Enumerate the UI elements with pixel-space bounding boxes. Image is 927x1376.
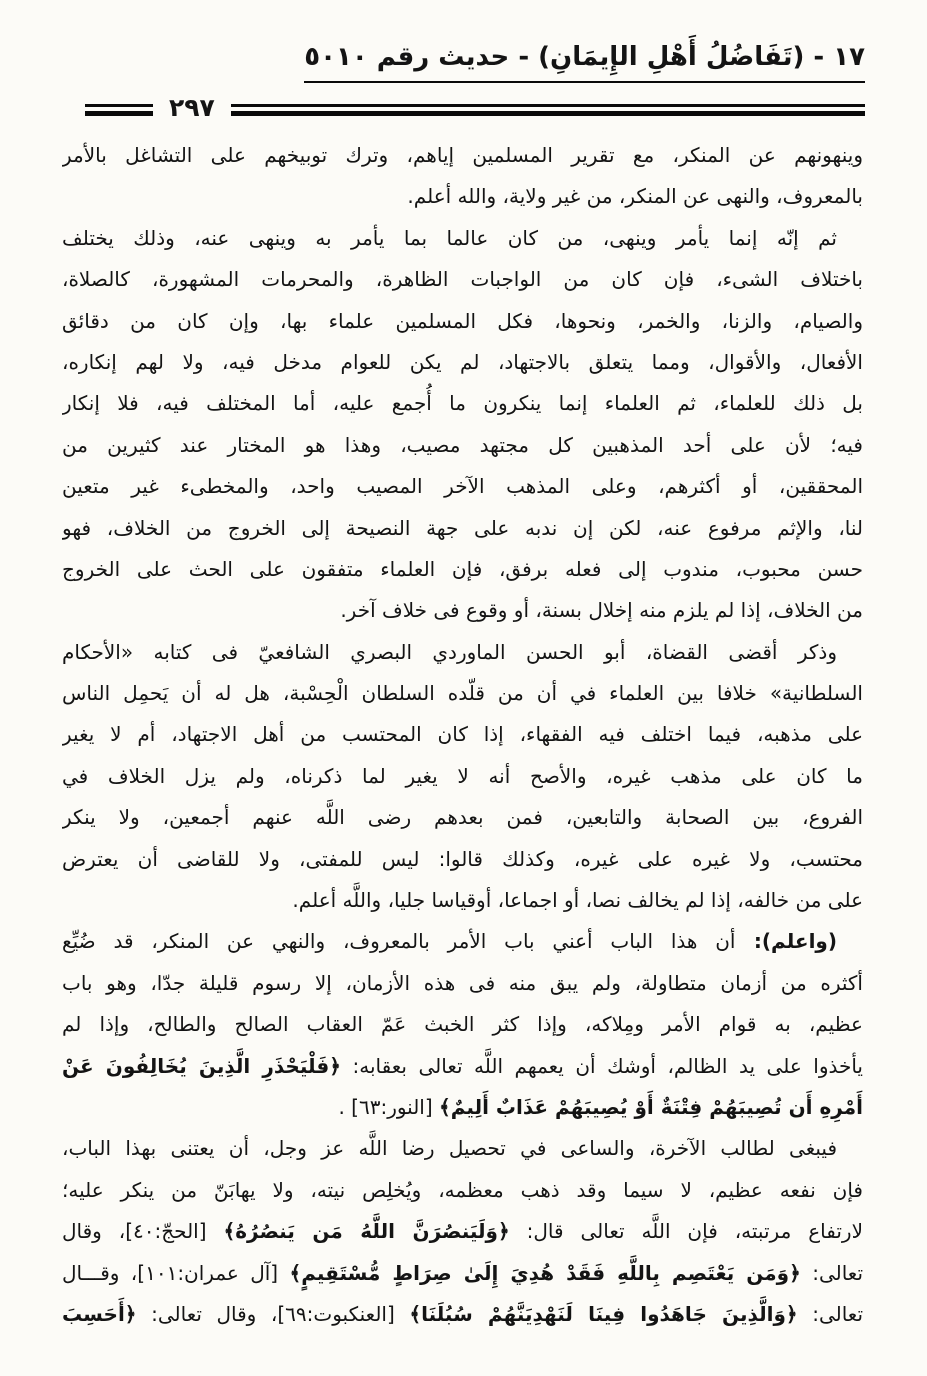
header-rule-band: [85, 93, 865, 122]
body-text-segment: فيبغى لطالب الآخرة، والساعى في تحصيل رضا اللَّه عز وجل، أن يعتنى بهذا الباب،: [62, 1136, 837, 1161]
body-text-segment: لارتفاع مرتبته، فإن اللَّه تعالى قال:: [509, 1219, 863, 1244]
body-text-segment: تعالى:: [797, 1301, 863, 1326]
text-line: [62, 342, 863, 383]
text-line: [62, 797, 863, 838]
text-line: [62, 218, 863, 259]
body-text-segment: الأفعال، والأقوال، ومما يتعلق بالاجتهاد، لم يكن للعوام مدخل فيه، ولا لهم إنكاره،: [62, 349, 863, 374]
body-text-segment: وذكر أقضى القضاة، أبو الحسن الماوردي البصري الشافعيّ فى كتابه «الأحكام: [62, 639, 837, 664]
quran-verse-segment: ﴿وَالَّذِينَ جَاهَدُوا فِينَا لَنَهْدِيَنَّهُمْ سُبُلَنَا﴾: [409, 1301, 798, 1326]
body-text-segment: فإن نفعه عظيم، لا سيما وقد ذهب معظمه، ويُخلِص نيته، ولا يهابَنّ من ينكر عليه؛: [62, 1177, 863, 1202]
text-line: [62, 508, 863, 549]
text-line: [62, 590, 863, 631]
body-text-segment: حسن محبوب، مندوب إلى فعله برفق، فإن العلماء متفقون على الحث على الخروج: [62, 556, 863, 581]
text-line: [62, 1253, 863, 1294]
body-text-segment: على من خالفه، إذا لم يخالف نصا، أو اجماعا، أوقياسا جليا، واللَّه أعلم.: [292, 888, 863, 913]
text-line: [62, 963, 863, 1004]
text-line: [62, 301, 863, 342]
quran-verse-segment: أَمْرِهِ أَن تُصِيبَهُمْ فِتْنَةٌ أَوْ يُصِيبَهُمْ عَذَابٌ أَلِيمٌ﴾: [439, 1094, 863, 1119]
body-text-segment: [الحجّ:٤٠]، وقال: [62, 1219, 224, 1244]
text-line: [62, 673, 863, 714]
text-line: [62, 466, 863, 507]
text-line: [62, 714, 863, 755]
text-line: [62, 921, 863, 962]
body-text-segment: أن هذا الباب أعني باب الأمر بالمعروف، والنهي عن المنكر، قد ضُيِّع: [62, 929, 736, 954]
quran-verse-segment: ﴿أَحَسِبَ: [62, 1301, 137, 1326]
text-line: [62, 383, 863, 424]
body-text-segment: أكثره من أزمان متطاولة، ولم يبق منه فى هذه الأزمان، إلا رسوم قليلة جدّا، وهو باب: [62, 970, 863, 995]
body-text-segment: محتسب، ولا غيره على غيره، وكذلك قالوا: ليس للمفتى، ولا للقاضى أن يعترض: [62, 846, 863, 871]
body-text-segment: بالمعروف، والنهى عن المنكر، من غير ولاية، والله أعلم.: [407, 184, 863, 209]
body-text-segment: والصيام، والزنا، والخمر، ونحوها، فكل المسلمين علماء بها، وإن كان من دقائق: [62, 308, 863, 333]
body-text-segment: الفروع، بين الصحابة والتابعين، فمن بعدهم رضى اللَّه عنهم أجمعين، ولا ينكر: [62, 805, 863, 830]
text-line: [62, 1294, 863, 1335]
body-text-segment: السلطانية» خلافا بين العلماء في أن من قلّده السلطان الْحِسْبة، هل له أن يَحمِل الناس: [62, 681, 863, 706]
quran-verse-segment: (واعلم):: [735, 929, 837, 954]
body-text: [62, 135, 863, 1376]
text-line: [62, 1128, 863, 1169]
body-text-segment: باختلاف الشىء، فإن كان من الواجبات الظاهرة، والمحرمات المشهورة، كالصلاة،: [62, 267, 863, 292]
quran-verse-segment: ﴿فَلْيَحْذَرِ الَّذِينَ يُخَالِفُونَ عَنْ: [62, 1053, 341, 1078]
text-line: [62, 1087, 863, 1128]
text-line: [62, 632, 863, 673]
page-number: ٢٩٧: [169, 93, 215, 122]
quran-verse-segment: ﴿وَلَيَنصُرَنَّ اللَّهُ مَن يَنصُرُهُ﴾: [223, 1219, 510, 1244]
text-line: [62, 549, 863, 590]
rule-right-segment: [231, 104, 865, 116]
chapter-title: ١٧ - (تَفَاضُلُ أَهْلِ الإِيمَانِ) - حديث رقم ٥٠١٠: [304, 42, 865, 83]
body-text-segment: ما كان على مذهب غيره، والأصح أنه لا يغير لما ذكرناه، ولم يزل الخلاف في: [62, 763, 863, 788]
text-line: [62, 1004, 863, 1045]
body-text-segment: ثم إنّه إنما يأمر وينهى، من كان عالما بما يأمر به وينهى عنه، وذلك يختلف: [62, 225, 837, 250]
quran-verse-segment: ﴿وَمَن يَعْتَصِم بِاللَّهِ فَقَدْ هُدِيَ إِلَىٰ صِرَاطٍ مُّسْتَقِيمٍ﴾: [289, 1260, 801, 1285]
rule-left-segment: [85, 104, 153, 116]
text-line: [62, 1170, 863, 1211]
text-line: [62, 839, 863, 880]
body-text-segment: تعالى:: [800, 1260, 863, 1285]
body-text-segment: يأخذوا على يد الظالم، أوشك أن يعمهم اللَّه تعالى بعقابه:: [341, 1053, 863, 1078]
text-line: [62, 425, 863, 466]
text-line: [62, 135, 863, 176]
body-text-segment: عظيم، به قوام الأمر ومِلاكه، وإذا كثر الخبث عَمّ العقاب الصالح والطالح، وإذا لم: [62, 1012, 863, 1037]
body-text-segment: المحققين، أو أكثرهم، وعلى المذهب الآخر المصيب واحد، والمخطىء غير متعين: [62, 474, 863, 499]
text-line: [62, 880, 863, 921]
body-text-segment: لنا، والإثم مرفوع عنه، لكن إن ندبه على جهة النصيحة إلى الخروج من الخلاف، فهو: [62, 515, 863, 540]
body-text-segment: على مذهبه، فيما اختلف فيه الفقهاء، إذا كان المحتسب من أهل الاجتهاد، أم لا يغير: [62, 722, 863, 747]
body-text-segment: بل ذلك للعلماء، ثم العلماء إنما ينكرون ما أُجمع عليه، أما المختلف فيه، فلا إنكار: [62, 391, 863, 416]
body-text-segment: [النور:٦٣] .: [338, 1094, 440, 1119]
body-text-segment: وينهونهم عن المنكر، مع تقرير المسلمين إياهم، وترك توبيخهم على التشاغل بالأمر: [62, 143, 863, 167]
text-line: [62, 1046, 863, 1087]
body-text-segment: [العنكبوت:٦٩]، وقال تعالى:: [136, 1301, 410, 1326]
text-line: [62, 176, 863, 217]
text-line: [62, 756, 863, 797]
body-text-segment: من الخلاف، إذا لم يلزم منه إخلال بسنة، أو وقوع فى خلاف آخر.: [340, 598, 863, 623]
page-header: [64, 42, 865, 83]
body-text-segment: فيه؛ لأن على أحد المذهبين كل مجتهد مصيب، وهذا هو المختار عند كثيرين من: [62, 432, 863, 457]
text-line: [62, 259, 863, 300]
text-line: [62, 1211, 863, 1252]
body-text-segment: [آل عمران:١٠١]، وقـــال: [62, 1260, 290, 1285]
